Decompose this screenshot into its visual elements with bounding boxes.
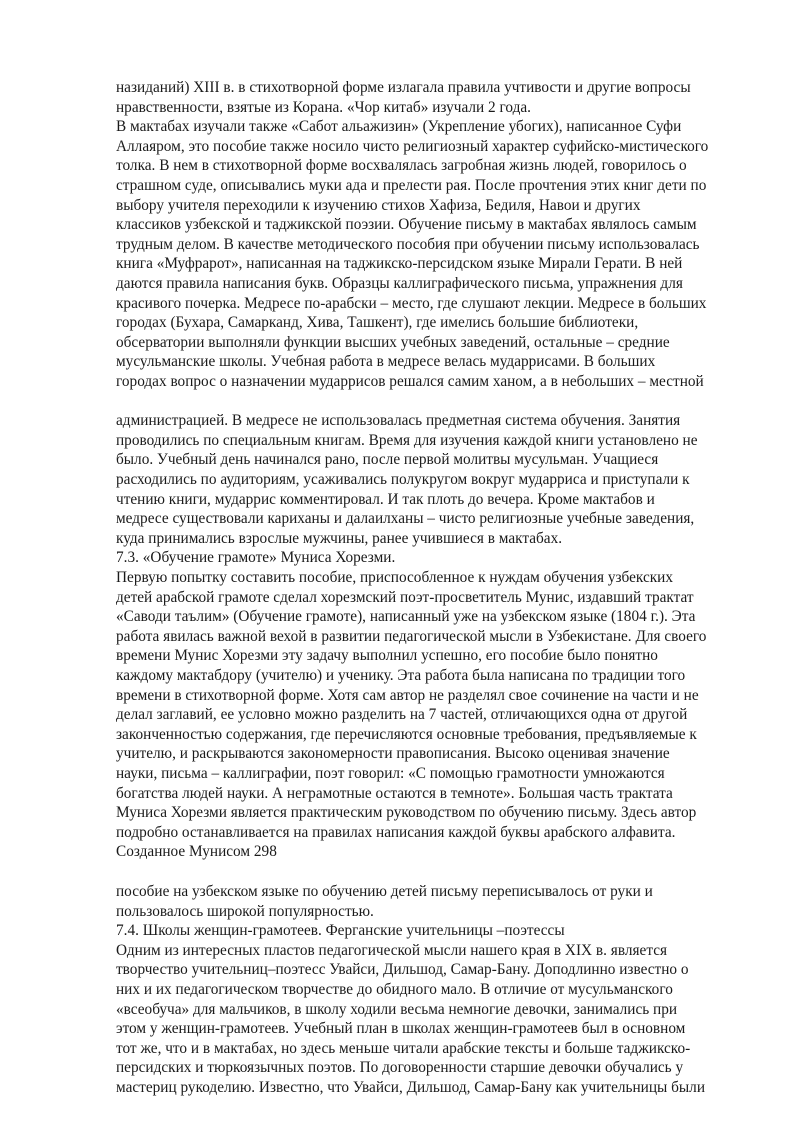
text-line: пользовалось широкой популярностью. bbox=[116, 902, 374, 920]
text-line: обсерватории выполняли функции высших учебных заведений, остальные – средние bbox=[116, 333, 670, 351]
text-line: классиков узбекской и таджикской поэзии. Обучение письму в мактабах являлось самым bbox=[116, 216, 697, 234]
text-line: городах вопрос о назначении мударрисов решался самим ханом, а в небольших – местной bbox=[116, 372, 704, 390]
text-line: расходились по аудиториям, усаживались полукругом вокруг мударриса и приступали к bbox=[116, 471, 690, 489]
text-line: трудным делом. В качестве методического пособия при обучении письму использовалась bbox=[116, 235, 700, 253]
text-line: городах (Бухара, Самарканд, Хива, Ташкент), где имелись большие библиотеки, bbox=[116, 314, 639, 332]
text-line: мусульманские школы. Учебная работа в медресе велась мударрисами. В больших bbox=[116, 353, 656, 371]
text-line: красивого почерка. Медресе по-арабски – место, где слушают лекции. Медресе в больших bbox=[116, 294, 707, 312]
text-line: каждому мактабдору (учителю) и ученику. Эта работа была написана по традиции того bbox=[116, 667, 686, 685]
text-line: выбору учителя переходили к изучению стихов Хафиза, Бедиля, Навои и других bbox=[116, 196, 641, 214]
text-line: медресе существовали кариханы и далаилханы – чисто религиозные учебные заведения, bbox=[116, 510, 695, 528]
text-line: толка. В нем в стихотворной форме восхвалялась загробная жизнь людей, говорилось о bbox=[116, 157, 687, 175]
text-line: Первую попытку составить пособие, приспособленное к нуждам обучения узбекских bbox=[116, 569, 674, 587]
text-line: работа явилась важной вехой в развитии педагогической мысли в Узбекистане. Для своего bbox=[116, 627, 707, 645]
text-line: подробно останавливается на правилах написания каждой буквы арабского алфавита. bbox=[116, 823, 676, 841]
text-line: чтению книги, мударрис комментировал. И так плоть до вечера. Кроме мактабов и bbox=[116, 490, 655, 508]
text-line: Созданное Мунисом 298 bbox=[116, 843, 277, 861]
text-line: законченностью содержания, где перечисляются основные требования, предъявляемые к bbox=[116, 725, 697, 743]
text-line: даются правила написания букв. Образцы каллиграфического письма, упражнения для bbox=[116, 274, 683, 292]
text-line: детей арабской грамоте сделал хорезмский поэт-просветитель Мунис, издавший трактат bbox=[116, 588, 694, 606]
text-line: богатства людей науки. А неграмотные остаются в темноте». Большая часть трактата bbox=[116, 784, 673, 802]
document-page bbox=[116, 78, 742, 1097]
text-line: учителю, и раскрываются закономерности правописания. Высоко оценивая значение bbox=[116, 745, 670, 763]
text-line: назиданий) XIII в. в стихотворной форме излагала правила учтивости и другие вопросы bbox=[116, 79, 691, 96]
text-line: делал заглавий, ее условно можно разделить на 7 частей, отличающихся одна от другой bbox=[116, 706, 688, 724]
text-line: пособие на узбекском языке по обучению детей письму переписывалось от руки и bbox=[116, 882, 653, 900]
text-line: Муниса Хорезми является практическим руководством по обучению письму. Здесь автор bbox=[116, 804, 697, 822]
text-line: времени Мунис Хорезми эту задачу выполнил успешно, его пособие было понятно bbox=[116, 647, 658, 665]
text-line: страшном суде, описывались муки ада и прелести рая. После прочтения этих книг дети по bbox=[116, 176, 707, 194]
text-line: нравственности, взятые из Корана. «Чор китаб» изучали 2 года. bbox=[116, 98, 531, 116]
text-line: персидских и тюркоязычных поэтов. По договоренности старшие девочки обучались у bbox=[116, 1059, 684, 1077]
text-block-3 bbox=[116, 882, 742, 1098]
text-line: Аллаяром, это пособие также носило чисто религиозный характер суфийско-мистического bbox=[116, 137, 709, 155]
text-line: проводились по специальным книгам. Время для изучения каждой книги установлено не bbox=[116, 431, 698, 449]
text-line: книга «Муфрарот», написанная на таджикско-персидском языке Мирали Герати. В ней bbox=[116, 255, 683, 273]
text-line: творчество учительниц–поэтесс Увайси, Дильшод, Самар-Бану. Доподлинно известно о bbox=[116, 961, 689, 979]
text-line: этом у женщин-грамотеев. Учебный план в школах женщин-грамотеев был в основном bbox=[116, 1020, 686, 1038]
text-line: науки, письма – каллиграфии, поэт говорил: «С помощью грамотности умножаются bbox=[116, 764, 665, 782]
section-heading: 7.3. «Обучение грамоте» Муниса Хорезми. bbox=[116, 549, 396, 567]
text-line: «всеобуча» для мальчиков, в школу ходили весьма немногие девочки, занимались при bbox=[116, 1000, 678, 1018]
text-line: «Саводи таълим» (Обучение грамоте), написанный уже на узбекском языке (1804 г.). Эта bbox=[116, 608, 696, 626]
text-line: тот же, что и в мактабах, но здесь меньше читали арабские тексты и больше таджикско- bbox=[116, 1039, 691, 1057]
text-line: времени в стихотворной форме. Хотя сам автор не разделял свое сочинение на части и не bbox=[116, 686, 699, 704]
text-line: Одним из интересных пластов педагогической мысли нашего края в XIX в. является bbox=[116, 941, 668, 959]
text-line: администрацией. В медресе не использовалась предметная система обучения. Занятия bbox=[116, 412, 681, 430]
text-block-1 bbox=[116, 78, 742, 392]
text-block-2 bbox=[116, 411, 742, 862]
text-line: них и их педагогическом творчестве до обидного мало. В отличие от мусульманского bbox=[116, 980, 673, 998]
text-line: В мактабах изучали также «Сабот альажизин» (Укрепление убогих), написанное Суфи bbox=[116, 118, 682, 136]
text-line: куда принимались взрослые мужчины, ранее учившиеся в мактабах. bbox=[116, 529, 563, 547]
text-line: было. Учебный день начинался рано, после первой молитвы мусульман. Учащиеся bbox=[116, 451, 659, 469]
text-line: мастериц рукоделию. Известно, что Увайси, Дильшод, Самар-Бану как учительницы были bbox=[116, 1078, 706, 1096]
section-heading: 7.4. Школы женщин-грамотеев. Ферганские учительницы –поэтессы bbox=[116, 922, 565, 940]
